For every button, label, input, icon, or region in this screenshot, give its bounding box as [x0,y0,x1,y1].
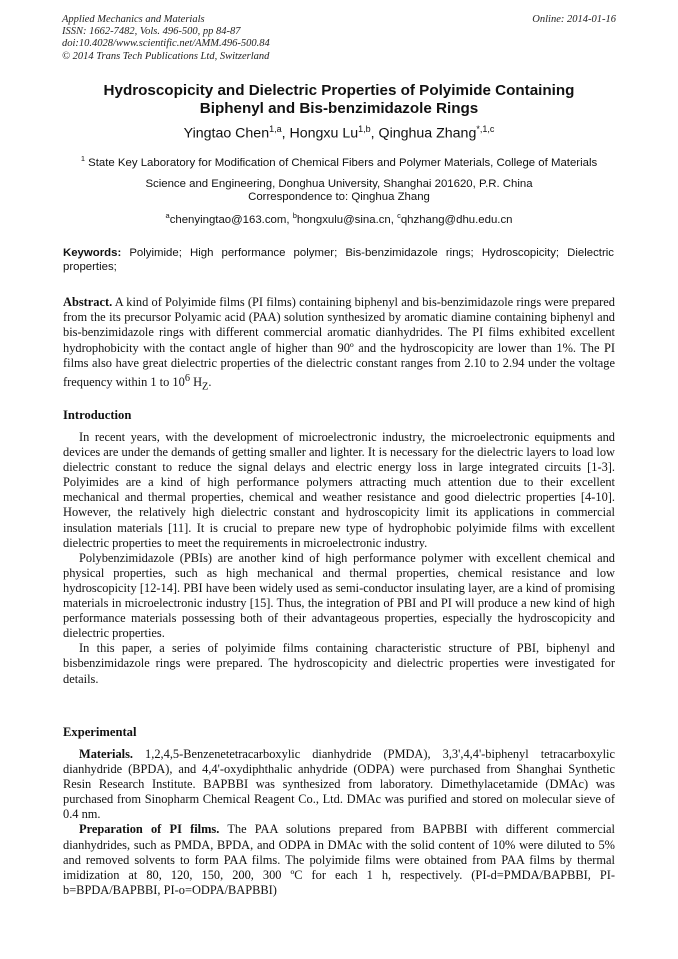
abstract-label: Abstract. [63,295,113,309]
copyright-line: © 2014 Trans Tech Publications Ltd, Switzerland [62,50,270,62]
email-sup: c [397,211,401,220]
abstract [63,295,615,395]
title-line-1: Hydroscopicity and Dielectric Properties of Polyimide Containing [103,82,575,99]
introduction-body [63,430,615,687]
author-separator: , [281,125,290,142]
email-list [0,211,678,226]
affiliation-text: State Key Laboratory for Modification of Chemical Fibers and Polymer Materials, College of Materials Science and Engineering, Donghua University, Shanghai 201620, P.R. China [85,156,598,190]
correspondence: Correspondence to: Qinghua Zhang [248,191,430,203]
email-sup: a [165,211,170,220]
email-sup: b [292,211,297,220]
paragraph: Polybenzimidazole (PBIs) are another kind of high performance polymer with excellent chemical and physical properties, such as high mechanical and thermal properties, chemical resistance and low hydroscopicity [12-14]. PBI have been widely used as semi-conductor insulating layer, are a kind of promising materials in microelectronic industry [15]. Thus, the integration of PBI and PI will produce a new kind of high performance materials possessing both of their advantageous properties, especially the hydroscopicity and dielectric properties. [63,550,615,641]
author-name: Yingtao Chen [183,125,270,142]
doi-line: doi:10.4028/www.scientific.net/AMM.496-500.84 [62,38,270,50]
email-b: hongxulu@sina.cn, [296,213,398,226]
journal-name: Applied Mechanics and Materials [62,14,205,25]
issn-line: ISSN: 1662-7482, Vols. 496-500, pp 84-87 [62,26,241,38]
keywords [63,247,614,274]
keywords-label: Keywords: [63,247,122,259]
author-affil-sup: 1,b [358,124,371,134]
materials-text: 1,2,4,5-Benzenetetracarboxylic dianhydride (PMDA), 3,3',4,4'-biphenyl tetracarboxylic dianhydride (BPDA), and 4,4'-oxydiphthalic anhydride (ODPA) were purchased from Shanghai Synthetic Resin Research Institute. BAPBBI was synthesized from laboratory. Dimethylacetamide (DMAc) was purchased from Sinopharm Chemical Reagent Co., Ltd. DMAc was purified and stored on molecular sieve of 0.4 nm. [63,747,615,822]
section-heading-introduction: Introduction [63,408,132,422]
abstract-unit-sub: Z [202,381,209,393]
title-line-2: Biphenyl and Bis-benzimidazole Rings [199,100,479,117]
author-affil-sup: 1,a [269,124,282,134]
online-date: Online: 2014-01-16 [532,14,616,25]
author-separator: , [370,125,379,142]
author-affil-sup: *,1,c [476,124,495,134]
keywords-text: Polyimide; High performance polymer; Bis-benzimidazole rings; Hydroscopicity; Dielectric properties; [63,247,614,273]
preparation-text: The PAA solutions prepared from BAPBBI with different commercial dianhydrides, such as PMDA, BPDA, and ODPA in DMAc with the solid content of 10% were diluted to 5% and removed solvents to form PAA films. The polyimide films were obtained from PAA films by thermal imidization at 80, 120, 150, 200, 300 ºC for each 1 h, respectively. (PI-d=PMDA/BAPBBI, PI-b=BPDA/BAPBBI, PI-o=ODPA/BAPBBI) [63,822,615,897]
paragraph [63,822,615,897]
paragraph: In recent years, with the development of microelectronic industry, the microelectronic equipments and devices are under the demands of getting smaller and lighter. It is necessary for the dielectric layers to load low dielectric constant to reduce the signal delays and electric energy loss in large integrated circuits [1-3]. Polyimides are a kind of high performance polymers attracting much attention due to their excellent mechanical and thermal properties, chemical and weather resistance and good dielectric properties [4-10]. However, the relatively high dielectric constant and hydroscopicity limit its applications in commercial insulation materials [11]. It is crucial to prepare new type of hydrophobic polyimide films with excellent dielectric properties to meet the requirements in microelectronic industry. [63,430,615,550]
preparation-label: Preparation of PI films. [79,822,220,837]
section-heading-experimental: Experimental [63,725,137,739]
abstract-text: A kind of Polyimide films (PI films) containing biphenyl and bis-benzimidazole rings were prepared from the its precursor Polyamic acid (PAA) solution synthesized by aromatic diamine containing biphenyl and bis-benzimidazole rings with different commercial aromatic dianhydrides. The PI films exhibited excellent hydrophobicity with the contact angle of higher than 90º and the hydroscopicity are lower than 1%. The PI films also have great dielectric properties of the dielectric constant ranges from 2.10 to 2.94 under the voltage frequency within 1 to 10 [63,295,615,390]
abstract-exponent: 6 [184,373,190,385]
materials-label: Materials. [79,747,134,761]
abstract-unit: H [190,375,203,390]
author-name: Qinghua Zhang [378,125,477,142]
paper-title [40,82,638,118]
email-a: chenyingtao@163.com, [169,213,293,226]
affiliation [60,148,618,195]
paragraph: In this paper, a series of polyimide films containing characteristic structure of PBI, biphenyl and bisbenzimidazole rings were prepared. The hydroscopicity and dielectric properties were investigated for details. [63,641,615,686]
paragraph [63,747,615,822]
journal-header [62,14,270,63]
email-c: qhzhang@dhu.edu.cn [400,213,513,226]
abstract-end: . [208,375,212,390]
author-name: Hongxu Lu [289,125,359,142]
experimental-body [63,747,615,898]
affiliation-sup: 1 [80,154,85,163]
author-list [0,124,678,142]
